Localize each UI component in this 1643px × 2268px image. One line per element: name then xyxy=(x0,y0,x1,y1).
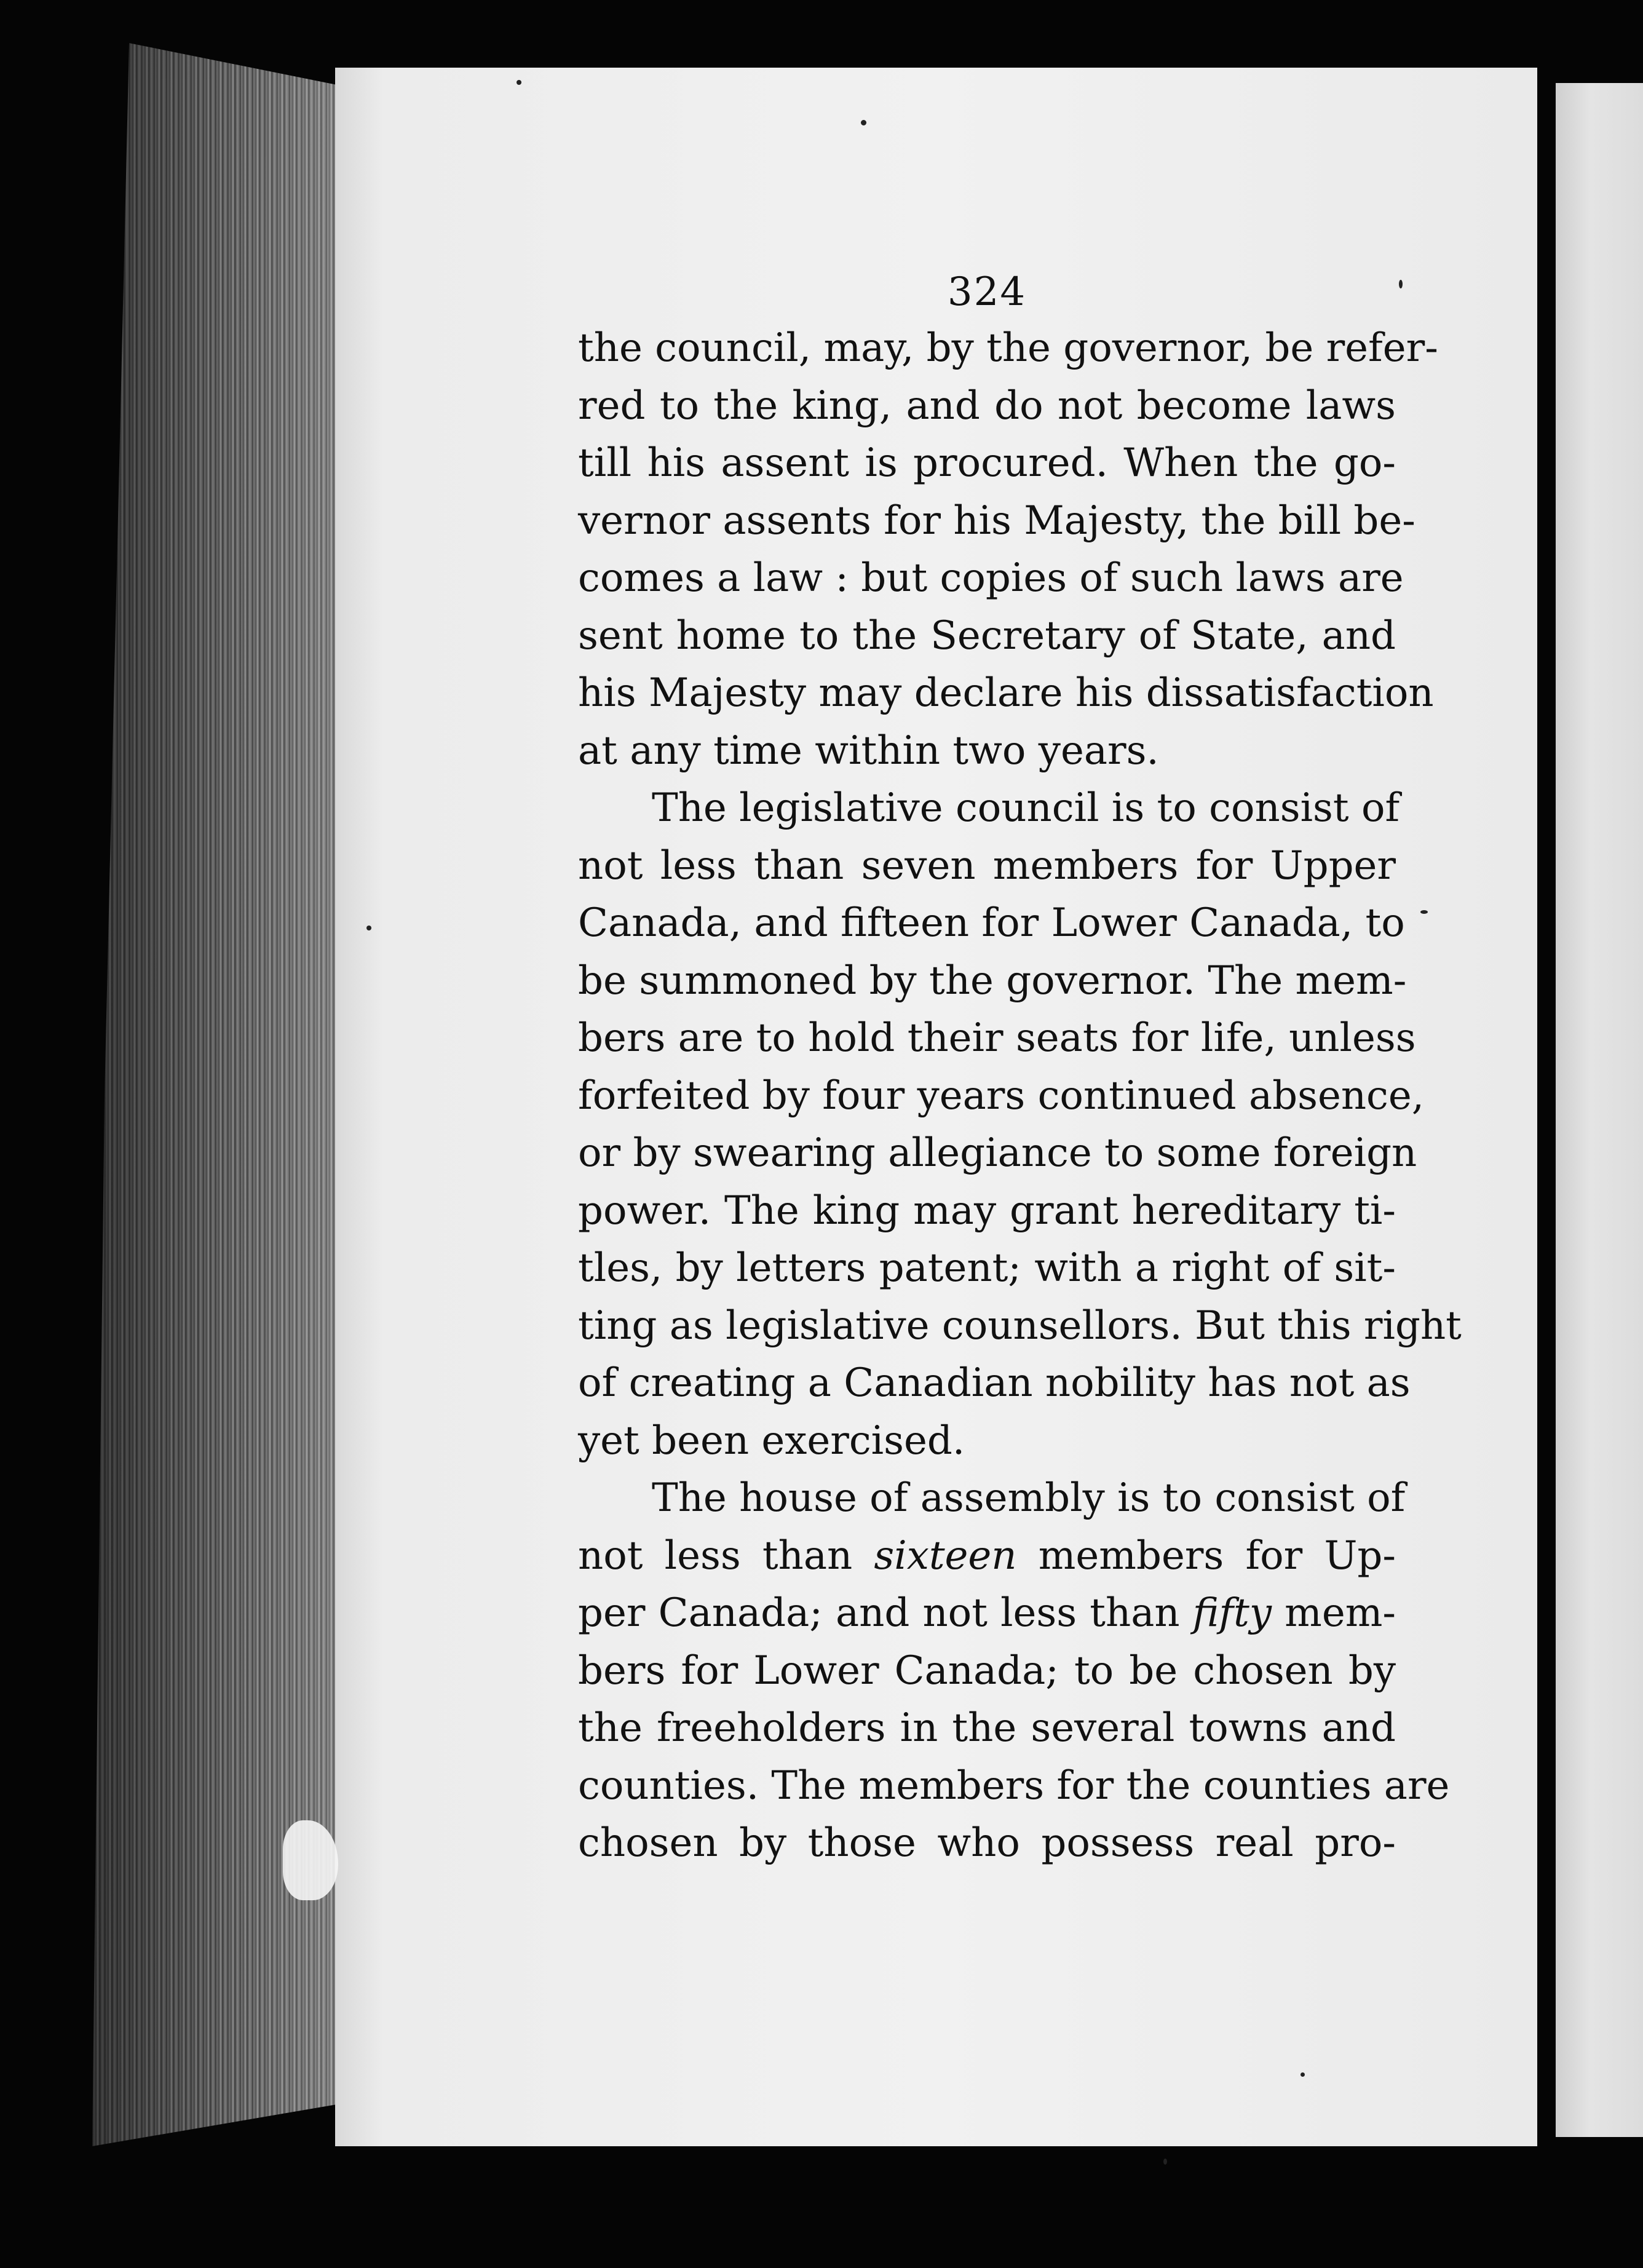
text-line: comes a law : but copies of such laws are xyxy=(578,555,1404,601)
text-line: power. The king may grant hereditary ti- xyxy=(578,1188,1396,1234)
text-line: The legislative council is to consist of xyxy=(652,785,1400,831)
text-line: ting as legislative counsellors. But this right xyxy=(578,1303,1462,1349)
line-text-segment: not less than xyxy=(578,1532,874,1579)
italic-word-fifty: fifty xyxy=(1192,1590,1272,1636)
text-line: the council, may, by the governor, be refer- xyxy=(578,325,1438,371)
text-line: red to the king, and do not become laws xyxy=(578,383,1396,429)
paragraph-2 xyxy=(578,780,1462,1470)
paragraph-1 xyxy=(578,320,1438,780)
dust-speck xyxy=(1420,910,1428,914)
page-number: 324 xyxy=(947,269,1027,315)
dust-speck xyxy=(366,926,371,930)
dust-speck xyxy=(517,80,521,85)
text-block xyxy=(578,264,1462,1873)
text-line: forfeited by four years continued absence, xyxy=(578,1073,1425,1119)
paragraph-3 xyxy=(578,1470,1450,1873)
text-line: counties. The members for the counties are xyxy=(578,1762,1450,1809)
facing-page-edge xyxy=(1556,83,1643,2137)
text-line: sent home to the Secretary of State, and xyxy=(578,613,1396,659)
text-line: or by swearing allegiance to some foreign xyxy=(578,1130,1417,1176)
text-line: till his assent is procured. When the go- xyxy=(578,440,1396,486)
dust-speck xyxy=(1163,2159,1167,2165)
line-text-segment: members for Up- xyxy=(1016,1532,1396,1579)
text-line: be summoned by the governor. The mem- xyxy=(578,958,1407,1004)
text-line xyxy=(578,1585,1396,1643)
dust-speck xyxy=(1399,280,1403,288)
text-line: of creating a Canadian nobility has not as xyxy=(578,1360,1411,1406)
text-line: his Majesty may declare his dissatisfaction xyxy=(578,670,1434,716)
italic-word-sixteen: sixteen xyxy=(874,1532,1017,1579)
text-line: chosen by those who possess real pro- xyxy=(578,1820,1396,1866)
text-line xyxy=(578,1528,1396,1585)
line-text-segment: mem- xyxy=(1271,1590,1396,1636)
text-line: at any time within two years. xyxy=(578,728,1159,774)
dust-speck xyxy=(1301,2072,1305,2077)
text-line: the freeholders in the several towns and xyxy=(578,1705,1396,1751)
text-line: bers are to hold their seats for life, unless xyxy=(578,1015,1416,1061)
text-line: yet been exercised. xyxy=(578,1418,965,1464)
text-line: Canada, and fifteen for Lower Canada, to xyxy=(578,900,1405,946)
text-line: not less than seven members for Upper xyxy=(578,843,1396,889)
text-line: The house of assembly is to consist of xyxy=(652,1475,1406,1521)
line-text-segment: per Canada; and not less than xyxy=(578,1590,1193,1636)
text-line: bers for Lower Canada; to be chosen by xyxy=(578,1647,1396,1694)
dust-speck xyxy=(861,120,866,125)
text-line: vernor assents for his Majesty, the bill be- xyxy=(578,498,1415,544)
text-line: tles, by letters patent; with a right of sit- xyxy=(578,1245,1396,1291)
